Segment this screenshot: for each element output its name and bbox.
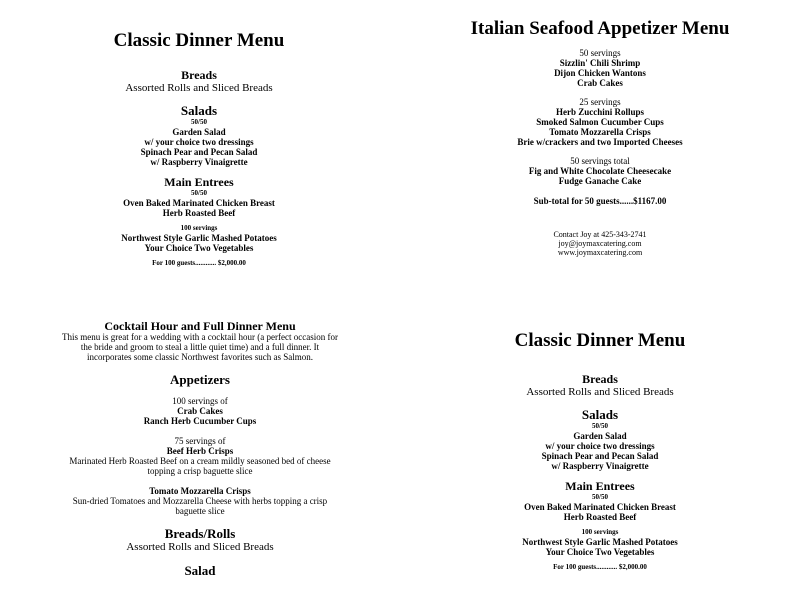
salads-heading: Salads — [581, 407, 619, 422]
sides-item: Northwest Style Garlic Mashed Potatoes — [522, 537, 678, 547]
entrees-heading: Main Entrees — [164, 175, 234, 189]
appetizer-item: Crab Cakes — [577, 78, 623, 88]
sides-servings: 100 servings — [180, 224, 218, 232]
menu-title: Classic Dinner Menu — [514, 330, 686, 351]
salad-heading: Salad — [184, 563, 216, 578]
entrees-item: Herb Roasted Beef — [563, 512, 637, 522]
appetizer-item: Tomato Mozzarella Crisps — [549, 127, 651, 137]
subtotal-line: Sub-total for 50 guests......$1167.00 — [533, 196, 667, 206]
servings-label: 25 servings — [579, 97, 621, 107]
sides-item: Your Choice Two Vegetables — [144, 243, 254, 253]
appetizer-item: Crab Cakes — [177, 406, 223, 416]
appetizer-item: Sizzlin' Chili Shrimp — [559, 58, 641, 68]
salads-item: w/ your choice two dressings — [144, 137, 254, 147]
appetizer-description: Marinated Herb Roasted Beef on a cream mildly seasoned bed of cheese — [69, 456, 331, 466]
menu-title: Italian Seafood Appetizer Menu — [470, 18, 730, 39]
servings-label: 50 servings total — [570, 156, 630, 166]
menu-title: Classic Dinner Menu — [113, 30, 285, 51]
entrees-item: Herb Roasted Beef — [162, 208, 236, 218]
appetizer-item: Tomato Mozzarella Crisps — [149, 486, 251, 496]
servings-label: 50 servings — [579, 48, 621, 58]
servings-label: 75 servings of — [174, 436, 226, 446]
appetizer-description: baguette slice — [175, 506, 225, 516]
salads-item: Garden Salad — [172, 127, 226, 137]
cocktail-hour-dinner-menu — [40, 320, 360, 578]
salads-item: w/ your choice two dressings — [545, 441, 655, 451]
appetizers-heading: Appetizers — [170, 372, 230, 387]
dessert-item: Fig and White Chocolate Cheesecake — [528, 166, 672, 176]
menu-title: Cocktail Hour and Full Dinner Menu — [104, 319, 296, 333]
intro-line: This menu is great for a wedding with a cocktail hour (a perfect occasion for — [62, 332, 338, 342]
salads-ratio: 50/50 — [592, 422, 608, 430]
appetizer-description: topping a crisp baguette slice — [147, 466, 253, 476]
salads-item: Spinach Pear and Pecan Salad — [541, 451, 659, 461]
salads-item: Spinach Pear and Pecan Salad — [140, 147, 258, 157]
classic-dinner-menu-top — [49, 30, 349, 268]
breads-heading: Breads — [181, 68, 217, 82]
sides-item: Northwest Style Garlic Mashed Potatoes — [121, 233, 277, 243]
breads-item: Assorted Rolls and Sliced Breads — [126, 541, 274, 553]
price-line: For 100 guests............ $2,000.00 — [553, 563, 647, 571]
entrees-heading: Main Entrees — [565, 479, 635, 493]
italian-seafood-appetizer-menu — [440, 18, 760, 257]
appetizer-description: Sun-dried Tomatoes and Mozzarella Cheese with herbs topping a crisp — [72, 496, 328, 506]
appetizer-item: Beef Herb Crisps — [166, 446, 234, 456]
breads-item: Assorted Rolls and Sliced Breads — [125, 82, 273, 94]
breads-item: Assorted Rolls and Sliced Breads — [526, 386, 674, 398]
salads-heading: Salads — [180, 103, 218, 118]
contact-email: joy@joymaxcatering.com — [558, 239, 642, 248]
salads-item: Garden Salad — [573, 431, 627, 441]
appetizer-item: Dijon Chicken Wantons — [554, 68, 646, 78]
contact-line: Contact Joy at 425-343-2741 — [553, 230, 647, 239]
appetizer-item: Ranch Herb Cucumber Cups — [143, 416, 257, 426]
breads-rolls-heading: Breads/Rolls — [164, 526, 236, 541]
entrees-item: Oven Baked Marinated Chicken Breast — [123, 198, 275, 208]
salads-item: w/ Raspberry Vinaigrette — [551, 461, 649, 471]
sides-item: Your Choice Two Vegetables — [545, 547, 655, 557]
classic-dinner-menu-bottom — [450, 330, 750, 572]
appetizer-item: Herb Zucchini Rollups — [555, 107, 645, 117]
price-line: For 100 guests............ $2,000.00 — [152, 259, 246, 267]
dessert-item: Fudge Ganache Cake — [558, 176, 642, 186]
appetizer-item: Brie w/crackers and two Imported Cheeses — [517, 137, 683, 147]
salads-item: w/ Raspberry Vinaigrette — [150, 157, 248, 167]
contact-website: www.joymaxcatering.com — [557, 248, 643, 257]
intro-line: incorporates some classic Northwest favorites such as Salmon. — [87, 352, 313, 362]
servings-label: 100 servings of — [172, 396, 228, 406]
entrees-ratio: 50/50 — [191, 189, 207, 197]
entrees-ratio: 50/50 — [592, 493, 608, 501]
breads-heading: Breads — [582, 372, 618, 386]
salads-ratio: 50/50 — [191, 118, 207, 126]
intro-line: the bride and groom to steal a little quiet time) and a full dinner. It — [80, 342, 320, 352]
appetizer-item: Smoked Salmon Cucumber Cups — [536, 117, 664, 127]
sides-servings: 100 servings — [581, 528, 619, 536]
entrees-item: Oven Baked Marinated Chicken Breast — [524, 502, 676, 512]
